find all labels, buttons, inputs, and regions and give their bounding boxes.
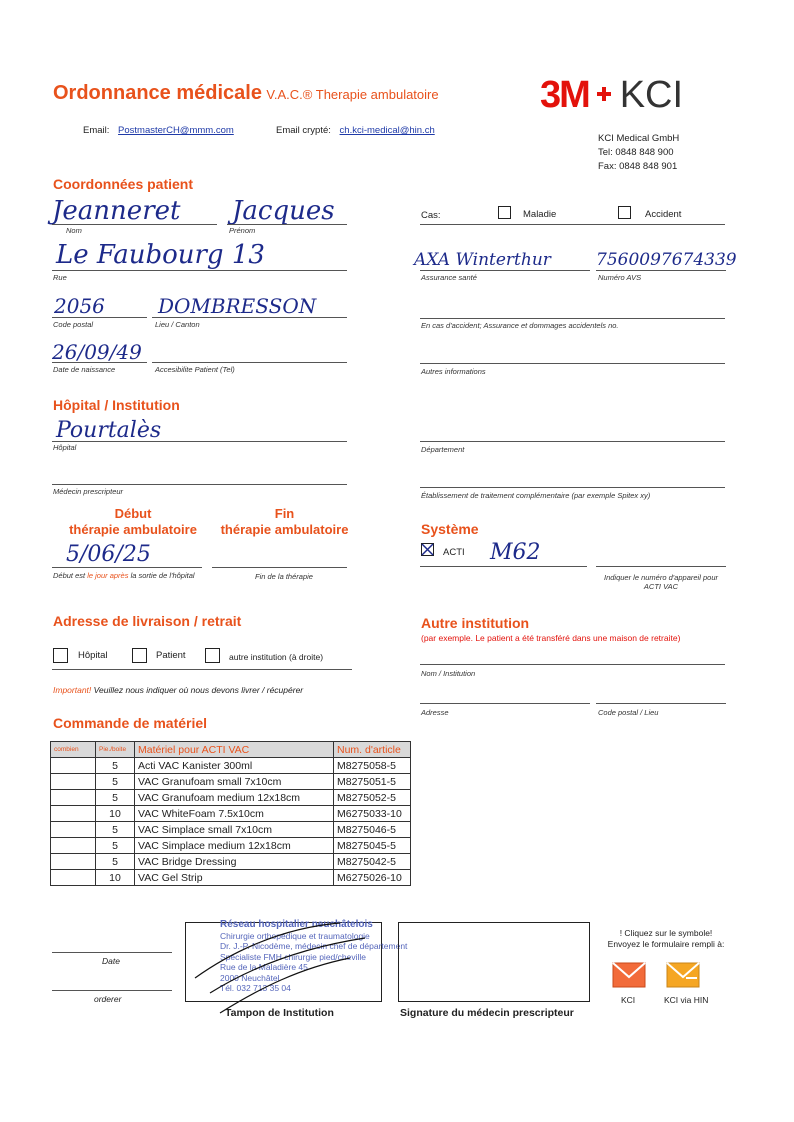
nom-value[interactable]: Jeanneret	[52, 196, 181, 226]
medecin-label: Médecin prescripteur	[53, 487, 124, 496]
col-pieces: Pie./boite	[96, 742, 135, 758]
prenom-value[interactable]: Jacques	[232, 196, 335, 226]
debut-title-2: thérapie ambulatoire	[69, 522, 197, 537]
signature-box[interactable]	[398, 922, 590, 1002]
table-row	[51, 838, 411, 854]
item-cell: VAC WhiteFoam 7.5x10cm	[135, 806, 334, 822]
qty-cell[interactable]	[51, 774, 96, 790]
qty-cell[interactable]	[51, 806, 96, 822]
email-label: Email:	[83, 125, 110, 136]
fin-label: Fin de la thérapie	[255, 572, 313, 581]
pcs-cell: 5	[96, 854, 135, 870]
autre-nom-label: Nom / Institution	[421, 669, 476, 678]
item-cell: VAC Gel Strip	[135, 870, 334, 886]
date-label: Date	[102, 956, 120, 966]
autre-delivery-checkbox[interactable]	[205, 648, 220, 663]
table-row	[51, 870, 411, 886]
section-autre: Autre institution	[421, 615, 530, 631]
maladie-label: Maladie	[523, 209, 557, 220]
cp-value[interactable]: 2056	[54, 294, 105, 318]
qty-cell[interactable]	[51, 870, 96, 886]
item-cell: Acti VAC Kanister 300ml	[135, 758, 334, 774]
art-cell: M8275058-5	[334, 758, 411, 774]
avs-label: Numéro AVS	[598, 273, 642, 282]
qty-cell[interactable]	[51, 822, 96, 838]
departement-label: Département	[421, 445, 465, 454]
email-crypt-row	[276, 125, 435, 136]
hopital-delivery-label: Hôpital	[78, 650, 108, 661]
pcs-cell: 5	[96, 790, 135, 806]
page-title	[53, 82, 439, 105]
checkmark-icon	[421, 543, 434, 556]
accident-label: Accident	[645, 209, 682, 220]
mail-icon	[612, 960, 646, 990]
pcs-cell: 5	[96, 774, 135, 790]
col-combien: combien	[51, 742, 96, 758]
title-sub: V.A.C.® Therapie ambulatoire	[266, 87, 439, 102]
rue-value[interactable]: Le Faubourg 13	[56, 240, 265, 270]
art-cell: M8275051-5	[334, 774, 411, 790]
plus-icon	[597, 87, 611, 101]
col-article: Num. d'article	[334, 742, 411, 758]
section-commande: Commande de matériel	[53, 715, 208, 731]
etablissement-label: Établissement de traitement complémentaire (par exemple Spitex xy)	[421, 491, 651, 500]
debut-value[interactable]: 5/06/25	[66, 542, 151, 567]
signature-scribble	[190, 918, 390, 1018]
logo-kci: KCI	[619, 74, 684, 116]
company-block	[598, 132, 679, 174]
tel-label: Accesibilite Patient (Tel)	[155, 365, 235, 374]
table-row	[51, 758, 411, 774]
company-tel: Tel: 0848 848 900	[598, 147, 674, 158]
tampon-label: Tampon de Institution	[225, 1007, 334, 1019]
email-crypt-label: Email crypté:	[276, 125, 331, 136]
table-row	[51, 806, 411, 822]
pcs-cell: 10	[96, 806, 135, 822]
company-fax: Fax: 0848 848 901	[598, 161, 678, 172]
nom-label: Nom	[66, 226, 82, 235]
section-patient: Coordonnées patient	[53, 176, 194, 192]
col-materiel: Matériel pour ACTI VAC	[135, 742, 334, 758]
art-cell: M6275033-10	[334, 806, 411, 822]
item-cell: VAC Simplace small 7x10cm	[135, 822, 334, 838]
hopital-delivery-checkbox[interactable]	[53, 648, 68, 663]
assurance-value[interactable]: AXA Winterthur	[414, 250, 551, 270]
important-note: Important! Veuillez nous indiquer où nous devons livrer / récupérer	[53, 685, 304, 695]
kci-mail-button[interactable]	[612, 960, 646, 990]
pcs-cell: 5	[96, 822, 135, 838]
pcs-cell: 5	[96, 758, 135, 774]
table-row	[51, 790, 411, 806]
qty-cell[interactable]	[51, 790, 96, 806]
qty-cell[interactable]	[51, 758, 96, 774]
table-header	[51, 742, 411, 758]
acti-label: ACTI	[443, 547, 465, 558]
item-cell: VAC Granufoam small 7x10cm	[135, 774, 334, 790]
item-cell: VAC Granufoam medium 12x18cm	[135, 790, 334, 806]
email-row	[83, 125, 234, 136]
prenom-label: Prénom	[229, 226, 256, 235]
patient-delivery-label: Patient	[156, 650, 186, 661]
autre-cp-label: Code postal / Lieu	[598, 708, 659, 717]
art-cell: M8275046-5	[334, 822, 411, 838]
pcs-cell: 5	[96, 838, 135, 854]
art-cell: M8275045-5	[334, 838, 411, 854]
accident-insurance-label: En cas d'accident; Assurance et dommages accidentels no.	[421, 321, 619, 330]
email-link[interactable]: PostmasterCH@mmm.com	[118, 125, 234, 136]
email-crypt-link[interactable]: ch.kci-medical@hin.ch	[339, 125, 435, 136]
item-cell: VAC Bridge Dressing	[135, 854, 334, 870]
patient-delivery-checkbox[interactable]	[132, 648, 147, 663]
qty-cell[interactable]	[51, 838, 96, 854]
institution-stamp: Réseau hospitalier neuchâtelois Chirurgie orthopédique et traumatologie Dr. J.-P. Nicodème, médecin chef de département Spécialiste FMH chirurgie pied/cheville Rue de la Maladière 45 2000 Neuchâtel Tél. 032 713 35 04	[220, 919, 408, 993]
device-value[interactable]: M62	[490, 540, 541, 565]
signature-label: Signature du médecin prescripteur	[400, 1007, 574, 1019]
click-instruction: ! Cliquez sur le symbole! Envoyez le formulaire rempli à:	[607, 928, 725, 949]
table-row	[51, 822, 411, 838]
naissance-value[interactable]: 26/09/49	[52, 340, 142, 364]
naissance-label: Date de naissance	[53, 365, 116, 374]
table-row	[51, 854, 411, 870]
kci-hin-mail-button[interactable]	[666, 960, 700, 990]
art-cell: M8275052-5	[334, 790, 411, 806]
hin-mail-icon	[666, 960, 700, 990]
material-table	[50, 741, 411, 886]
art-cell: M8275042-5	[334, 854, 411, 870]
hopital-label: Hôpital	[53, 443, 77, 452]
cp-label: Code postal	[53, 320, 94, 329]
art-cell: M6275026-10	[334, 870, 411, 886]
autre-adresse-label: Adresse	[421, 708, 449, 717]
debut-title-1: Début	[114, 506, 152, 521]
section-hopital: Hôpital / Institution	[53, 397, 180, 413]
lieu-label: Lieu / Canton	[155, 320, 200, 329]
assurance-label: Assurance santé	[421, 273, 477, 282]
title-main: Ordonnance médicale	[53, 82, 262, 104]
qty-cell[interactable]	[51, 854, 96, 870]
lieu-value[interactable]: DOMBRESSON	[158, 294, 317, 318]
maladie-checkbox[interactable]	[498, 206, 511, 219]
company-name: KCI Medical GmbH	[598, 133, 680, 144]
cas-label: Cas:	[421, 210, 441, 221]
device-note: Indiquer le numéro d'appareil pour ACTI VAC	[603, 573, 718, 591]
accident-checkbox[interactable]	[618, 206, 631, 219]
section-livraison: Adresse de livraison / retrait	[53, 613, 242, 629]
fin-title-1: Fin	[274, 506, 295, 521]
table-row	[51, 774, 411, 790]
autres-label: Autres informations	[421, 367, 486, 376]
hopital-value[interactable]: Pourtalès	[56, 418, 162, 443]
pcs-cell: 10	[96, 870, 135, 886]
kci-hin-label: KCI via HIN	[664, 995, 709, 1005]
kci-label: KCI	[621, 995, 636, 1005]
section-systeme: Système	[421, 521, 479, 537]
acti-checkbox[interactable]	[421, 543, 434, 556]
fin-title-2: thérapie ambulatoire	[220, 522, 349, 537]
debut-title	[53, 506, 213, 538]
rue-label: Rue	[53, 273, 67, 282]
item-cell: VAC Simplace medium 12x18cm	[135, 838, 334, 854]
debut-note: Début est le jour après la sortie de l'hôpital	[53, 571, 195, 580]
fin-title	[212, 506, 357, 538]
autre-note: (par exemple. Le patient a été transféré dans une maison de retraite)	[421, 633, 681, 643]
autre-delivery-label: autre institution (à droite)	[229, 652, 324, 662]
logo-3m: 3M	[540, 74, 589, 116]
orderer-label: orderer	[94, 994, 122, 1004]
logo	[540, 74, 683, 117]
avs-value[interactable]: 7560097674339	[596, 250, 737, 270]
